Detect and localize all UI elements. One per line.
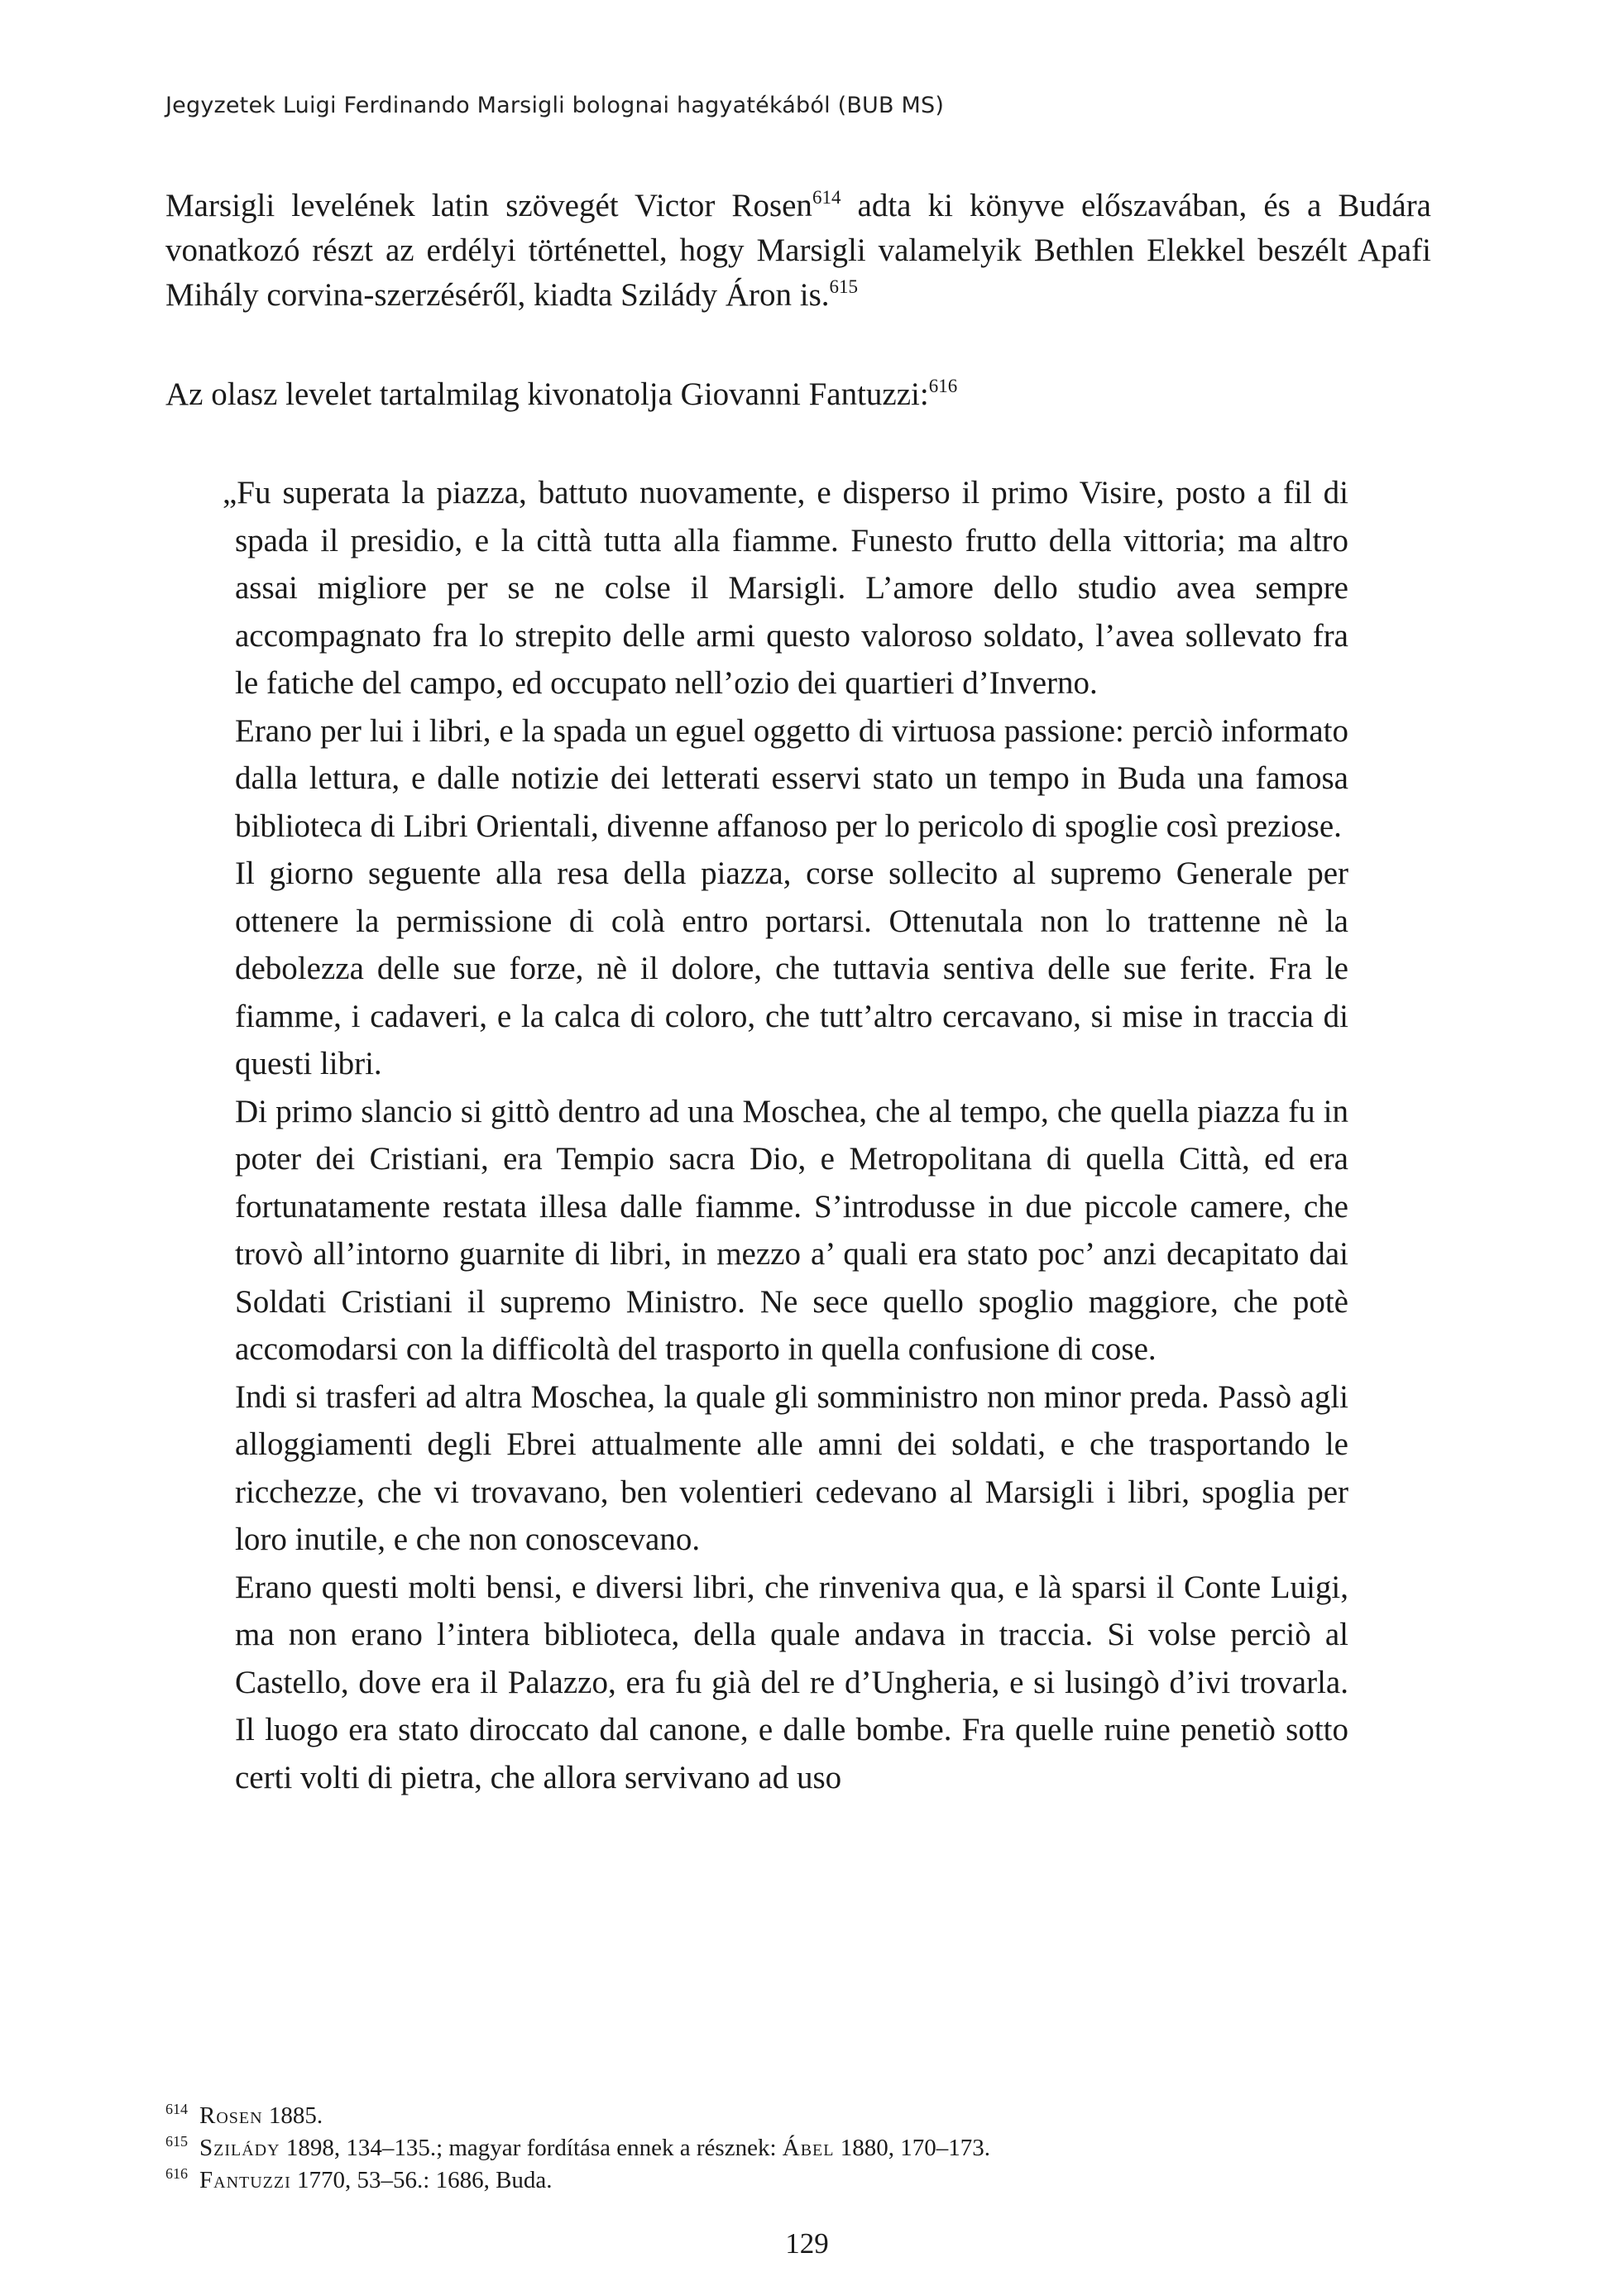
body-text-segment: Marsigli levelének latin szövegét Victor Rosen — [165, 188, 812, 223]
body-text-segment: Az olasz levelet tartalmilag kivonatolja Giovanni Fantuzzi: — [165, 376, 929, 412]
footnote-ref-616[interactable]: 616 — [928, 376, 958, 396]
footnote-number: 614 — [165, 2101, 188, 2117]
footnote-text: 1770, 53–56.: 1686, Buda. — [290, 2167, 553, 2193]
page-number: 129 — [785, 2227, 829, 2260]
body-paragraph-2 — [165, 372, 1431, 417]
footnote-author: Fantuzzi — [199, 2167, 291, 2193]
quote-paragraph: Indi si trasferi ad altra Moschea, la quale gli somministro non minor preda. Passò agli alloggiamenti degli Ebrei attualmente alle amni dei soldati, e che trasportando le ricchezze, che vi trovavano, ben volentieri cedevano al Marsigli i libri, spoglia per loro inutile, e che non conoscevano. — [235, 1378, 1348, 1557]
footnote-ref-615[interactable]: 615 — [829, 276, 858, 297]
quote-paragraph: Il giorno seguente alla resa della piazza, corse sollecito al supremo Generale per ottenere la permissione di colà entro portarsi. Ottenutala non lo trattenne nè la debolezza delle sue forze, nè il dolore, che tuttavia sentiva delle sue ferite. Fra le fiamme, i cadaveri, e la calca di coloro, che tutt’altro cercavano, si mise in traccia di questi libri. — [235, 856, 1348, 1081]
body-text-segment: adta ki könyve előszavában, és a Budára vonatkozó részt az erdélyi történettel, hogy Marsigli valamelyik Bethlen Elekkel beszélt Apafi Mihály corvina-szerzéséről, kiadta Szilády Áron is. — [165, 188, 1431, 313]
footnote-author: Ábel — [782, 2135, 835, 2161]
running-head: Jegyzetek Luigi Ferdinando Marsigli bolognai hagyatékából (BUB MS) — [165, 93, 945, 118]
footnote-614 — [165, 2100, 1431, 2132]
body-paragraph-1 — [165, 184, 1431, 318]
quote-paragraph: „Fu superata la piazza, battuto nuovamente, e disperso il primo Visire, posto a fil di spada il presidio, e la città tutta alla fiamme. Funesto frutto della vittoria; ma altro assai migliore per se ne colse il Marsigli. L’amore dello studio avea sempre accompagnato fra lo strepito delle armi questo valoroso soldato, l’avea sollevato fra le fatiche del campo, ed occupato nell’ozio dei quartieri d’Inverno. — [223, 475, 1348, 701]
footnote-author: Rosen — [199, 2102, 263, 2129]
footnote-text: 1880, 170–173. — [834, 2135, 990, 2161]
quote-paragraph: Erano questi molti bensi, e diversi libri, che rinveniva qua, e là sparsi il Conte Luigi, ma non erano l’intera biblioteca, della quale andava in traccia. Si volse perciò al Castello, dove era il Palazzo, era fu già del re d’Ungheria, e si lusingò d’ivi trovarla. Il luogo era stato diroccato dal canone, e dalle bombe. Fra quelle ruine penetiò sotto certi volti di pietra, che allora servivano ad uso — [235, 1569, 1348, 1795]
footnote-ref-614[interactable]: 614 — [812, 187, 841, 208]
footnote-615 — [165, 2132, 1431, 2164]
quote-paragraph: Di primo slancio si gittò dentro ad una Moschea, che al tempo, che quella piazza fu in poter dei Cristiani, era Tempio sacra Dio, e Metropolitana di quella Città, ed era fortunatamente restata illesa dalle fiamme. S’introdusse in due piccole camere, che trovò all’intorno guarnite di libri, in mezzo a’ quali era stato poc’ anzi decapitato dai Soldati Cristiani il supremo Ministro. Ne sece quello spoglio maggiore, che potè accomodarsi con la difficoltà del trasporto in quella confusione di cose. — [235, 1093, 1348, 1367]
footnote-text: 1898, 134–135.; magyar fordítása ennek a résznek: — [280, 2135, 783, 2161]
footnote-616 — [165, 2164, 1431, 2197]
footnote-text: 1885. — [262, 2102, 323, 2129]
block-quote — [223, 469, 1348, 1801]
footnote-author: Szilády — [199, 2135, 280, 2161]
footnotes — [165, 2100, 1431, 2197]
quote-paragraph: Erano per lui i libri, e la spada un eguel oggetto di virtuosa passione: perciò informato dalla lettura, e dalle notizie dei letterati esservi stato un tempo in Buda una famosa biblioteca di Libri Orientali, divenne affanoso per lo pericolo di spoglie così preziose. — [235, 712, 1348, 844]
footnote-number: 615 — [165, 2133, 188, 2150]
footnote-number: 616 — [165, 2165, 188, 2182]
